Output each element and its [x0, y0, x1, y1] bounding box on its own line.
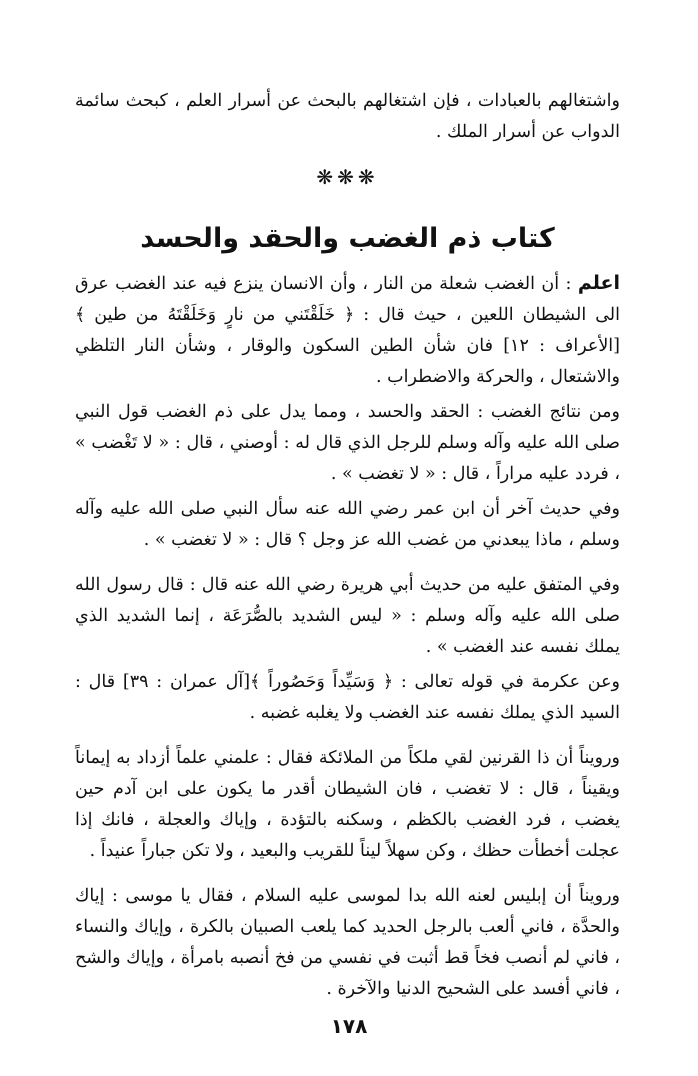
- paragraph-anger-definition: [75, 268, 620, 393]
- paragraph-iblis-musa: ورويناً أن إبليس لعنه الله بدا لموسى عليه السلام ، فقال يا موسى : إياك والحدَّة ، فاني ألعب بالرجل الحديد كما يلعب الصبيان بالكرة ، وإياك والنساء ، فاني لم أنصب فخاً قط أثبت في نفسي من فخ أنصبه بامرأة ، وإياك والشح ، فاني أفسد على الشحيح الدنيا والآخرة .: [75, 886, 620, 999]
- chapter-title: كتاب ذم الغضب والحقد والحسد: [140, 223, 555, 254]
- paragraph-results-of-anger: ومن نتائج الغضب : الحقد والحسد ، ومما يدل على ذم الغضب قول النبي صلى الله عليه وآله وسلم للرجل الذي قال له : أوصني ، قال : « لا تَغْضب » ، فردد عليه مراراً ، قال : « لا تغضب » .: [75, 402, 620, 484]
- section-separator: ❋❋❋: [316, 165, 379, 189]
- page-body: [75, 86, 620, 1005]
- paragraph-ibn-umar-hadith: وفي حديث آخر أن ابن عمر رضي الله عنه سأل النبي صلى الله عليه وآله وسلم ، ماذا يبعدني من غضب الله عز وجل ؟ قال : « لا تغضب » .: [75, 499, 620, 550]
- page-number: ١٧٨: [330, 1014, 368, 1038]
- continuation-paragraph: واشتغالهم بالعبادات ، فإن اشتغالهم بالبحث عن أسرار العلم ، كبحث سائمة الدواب عن أسرار الملك .: [75, 91, 620, 142]
- paragraph-dhul-qarnayn: ورويناً أن ذا القرنين لقي ملكاً من الملائكة فقال : علمني علماً أزداد به إيماناً ويقيناً ، قال : لا تغضب ، فان الشيطان أقدر ما يكون على ابن آدم حين يغضب ، فرد الغضب بالكظم ، وسكنه بالتؤدة ، وإياك والعجلة ، فانك إذا عجلت أخطأت حظك ، وكن سهلاً ليناً للقريب والبعيد ، ولا تكن جباراً عنيداً .: [75, 748, 620, 861]
- paragraph-ikrima-tafsir: وعن عكرمة في قوله تعالى : ﴿ وَسَيِّداً وَحَصُوراً ﴾[آل عمران : ٣٩] قال : السيد الذي يملك نفسه عند الغضب ولا يغلبه غضبه .: [75, 672, 620, 723]
- paragraph-lead-word: اعلم: [577, 272, 620, 294]
- paragraph-text: : أن الغضب شعلة من النار ، وأن الانسان ينزع فيه عند الغضب عرق الى الشيطان اللعين ، حيث قال : ﴿ خَلَقْتَني من نارٍ وَخَلَقْتَهُ من طين ﴾[الأعراف : ١٢] فان شأن الطين السكون والوقار ، وشأن النار التلظي والاشتعال ، والحركة والاضطراب .: [75, 274, 620, 387]
- paragraph-abu-hurayra-hadith: وفي المتفق عليه من حديث أبي هريرة رضي الله عنه قال : قال رسول الله صلى الله عليه وآله وسلم : « ليس الشديد بالصُّرَعَة ، إنما الشديد الذي يملك نفسه عند الغضب » .: [75, 575, 620, 657]
